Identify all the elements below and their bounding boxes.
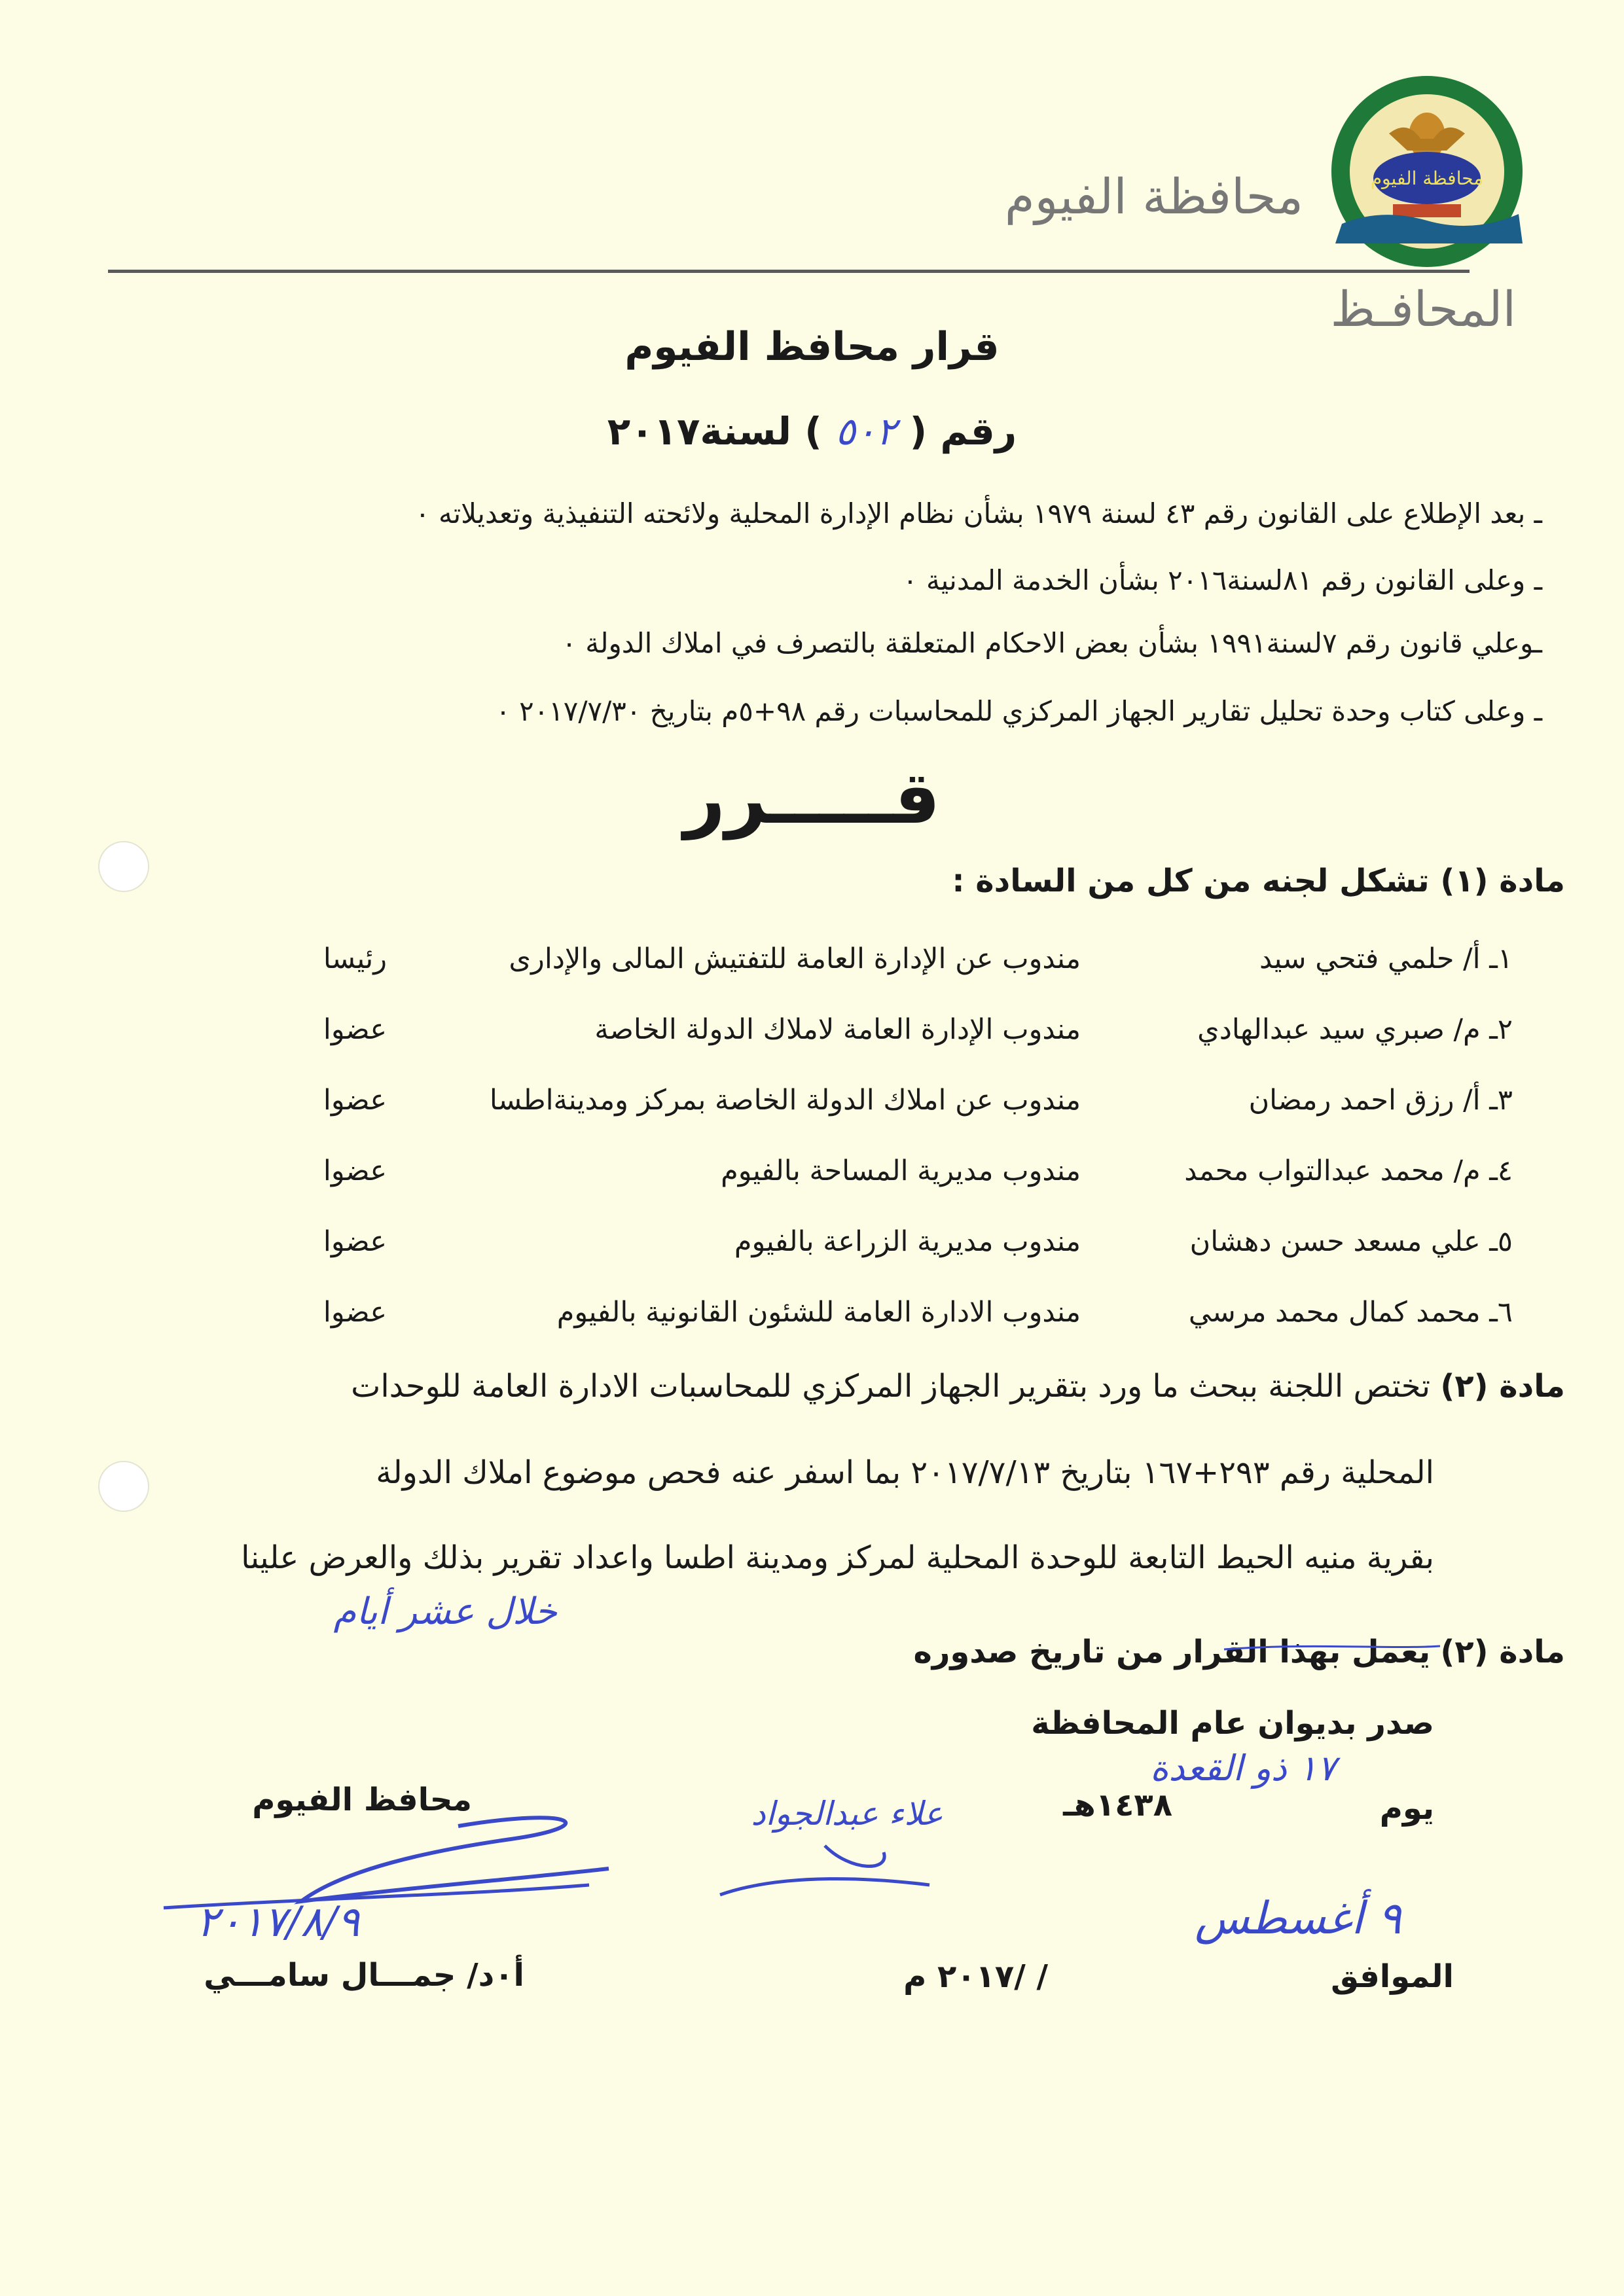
member-name: ٦ـ محمد كمال محمد مرسي [1188, 1296, 1513, 1329]
decision-number-prefix: رقم ( [909, 409, 1017, 454]
member-name: ٤ـ م/ محمد عبدالتواب محمد [1184, 1155, 1513, 1187]
member-role: مندوب عن املاك الدولة الخاصة بمركز ومدينةاطسا [489, 1084, 1081, 1117]
article-2-text: تختص اللجنة ببحث ما ورد بتقرير الجهاز المركزي للمحاسبات الادارة العامة للوحدات [351, 1368, 1431, 1405]
signature-stroke [825, 1846, 884, 1866]
member-role: مندوب الادارة العامة للشئون القانونية بالفيوم [556, 1296, 1081, 1329]
article-2-line-3: بقرية منيه الحيط التابعة للوحدة المحلية لمركز ومدينة اطسا واعداد تقرير بذلك والعرض علينا [241, 1539, 1434, 1576]
handwritten-deadline-note: خلال عشر أيام [333, 1590, 557, 1633]
preamble-line: ـوعلي قانون رقم ٧لسنة١٩٩١ بشأن بعض الاحكام المتعلقة بالتصرف في املاك الدولة ٠ [562, 627, 1542, 659]
punch-hole [98, 841, 149, 892]
preamble-line: ـ بعد الإطلاع على القانون رقم ٤٣ لسنة ١٩٧٩ بشأن نظام الإدارة المحلية ولائحته التنفيذية وتعديلاته ٠ [415, 497, 1542, 529]
article-3-text: يعمل بهذا القرار من تاريخ صدوره [913, 1634, 1431, 1670]
hijri-date-handwritten: ١٧ ذو القعدة [1150, 1748, 1336, 1789]
governorate-name: محافظة الفيوم [1004, 169, 1303, 225]
article-3-heading: مادة (٢) [1440, 1634, 1565, 1670]
preamble-line: ـ وعلى كتاب وحدة تحليل تقارير الجهاز المركزي للمحاسبات رقم ٩٨+٥م بتاريخ ٢٠١٧/٧/٣٠ ٠ [496, 695, 1542, 727]
day-label: يوم [1379, 1790, 1434, 1827]
member-position: عضوا [323, 1225, 387, 1258]
article-2-line-2: المحلية رقم ٢٩٣+١٦٧ بتاريخ ٢٠١٧/٧/١٣ بما اسفر عنه فحص موضوع املاك الدولة [376, 1454, 1434, 1491]
member-position: رئيسا [323, 942, 387, 975]
article-2-heading: مادة (٢) [1440, 1368, 1565, 1405]
member-role: مندوب مديرية الزراعة بالفيوم [734, 1225, 1081, 1258]
decision-title: قرار محافظ الفيوم [624, 324, 1000, 370]
reviewer-handwritten-note: علاء عبدالجواد [751, 1795, 943, 1833]
article-1-heading: مادة (١) تشكل لجنه من كل من السادة : [952, 863, 1565, 899]
governor-label: محافظ الفيوم [252, 1782, 472, 1818]
member-name: ٣ـ أ/ رزق احمد رمضان [1248, 1084, 1513, 1117]
signature-date: ٢٠١٧/٨/٩ [196, 1898, 360, 1946]
hijri-year: ١٤٣٨هـ [1063, 1787, 1172, 1823]
corresponding-label: الموافق [1331, 1958, 1454, 1995]
issued-at-line: صدر بديوان عام المحافظة [1031, 1705, 1434, 1742]
logo-text: محافظة الفيوم [1370, 168, 1484, 189]
punch-hole [98, 1461, 149, 1512]
member-role: مندوب مديرية المساحة بالفيوم [721, 1155, 1081, 1187]
member-position: عضوا [323, 1296, 387, 1329]
governor-name: أ٠د/ جمـــال سامـــي [204, 1957, 524, 1994]
signature-stroke [301, 1818, 609, 1901]
signature-stroke [720, 1879, 929, 1895]
underline-stroke [1224, 1646, 1440, 1649]
member-position: عضوا [323, 1155, 387, 1187]
member-position: عضوا [323, 1013, 387, 1046]
member-position: عضوا [323, 1084, 387, 1117]
member-name: ٢ـ م/ صبري سيد عبدالهادي [1197, 1013, 1513, 1046]
gregorian-date-handwritten: ٩ أغسطس [1195, 1893, 1401, 1945]
member-role: مندوب الإدارة العامة لاملاك الدولة الخاصة [594, 1013, 1081, 1046]
decision-number-handwritten: ٥٠٢ [835, 409, 897, 454]
member-name: ٥ـ علي مسعد حسن دهشان [1189, 1225, 1513, 1258]
member-name: ١ـ أ/ حلمي فتحي سيد [1259, 942, 1513, 975]
gregorian-date: / /٢٠١٧ م [903, 1958, 1048, 1995]
signature-baseline [164, 1885, 589, 1908]
decision-number-suffix: ) لسنة٢٠١٧ [607, 409, 822, 454]
governor-title: المحافـظ [1330, 281, 1516, 338]
preamble-line: ـ وعلى القانون رقم ٨١لسنة٢٠١٦ بشأن الخدمة المدنية ٠ [903, 564, 1542, 596]
decree-heading: قـــــرر [683, 756, 941, 840]
member-role: مندوب عن الإدارة العامة للتفتيش المالى والإدارى [509, 942, 1081, 975]
